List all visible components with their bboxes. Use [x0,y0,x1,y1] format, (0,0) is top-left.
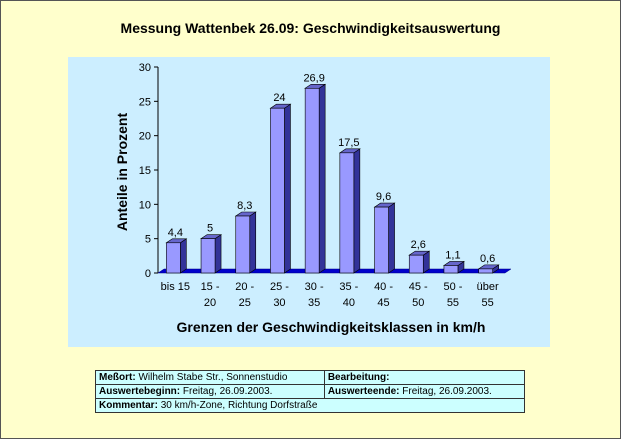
auswertebeginn-cell [96,385,325,399]
y-tick-label: 10 [138,199,151,212]
bearbeitung-cell [324,371,524,385]
x-tick-label: 20 -25 [235,281,255,309]
bar-value-label: 9,6 [375,191,392,204]
chart-title: Messung Wattenbek 26.09: Geschwindigkeitsauswertung [120,20,501,36]
bar-value-label: 5 [206,222,214,235]
x-tick-label: 50 -55 [443,281,463,309]
kommentar-value: 30 km/h-Zone, Richtung Dorfstraße [160,400,318,411]
x-tick-label: 25 -30 [269,281,289,309]
bar [201,239,215,273]
x-tick-label: bis 15 [160,281,191,293]
auswerteende-cell [324,385,524,399]
info-table [95,370,525,413]
bar-side [354,149,360,273]
kommentar-cell [96,399,525,413]
y-tick-label: 20 [138,130,151,143]
bar [236,216,250,273]
bar-value-label: 1,1 [445,249,461,262]
bar [375,207,389,273]
bar-value-label: 8,3 [237,200,253,213]
bar-side [319,84,325,273]
bar-side [284,104,290,273]
y-tick-label: 30 [138,62,151,74]
bearbeitung-label: Bearbeitung: [327,372,390,383]
bar-value-label: 0,6 [480,252,496,265]
bar [305,88,319,273]
messort-cell [96,371,325,385]
y-tick-label: 15 [138,165,151,177]
bar-side [215,235,221,273]
bar-value-label: 26,9 [303,72,325,85]
bar [479,269,493,273]
auswertebeginn-value: Freitag, 26.09.2003. [182,386,273,397]
bar [166,243,180,273]
x-axis-label: Grenzen der Geschwindigkeitsklassen in km/h [176,319,486,335]
bar [444,265,458,273]
bar-value-label: 24 [273,92,286,105]
bar [340,153,354,273]
x-tick-label: 30 -35 [304,281,324,309]
bar-side [250,212,256,273]
bar-value-label: 2,6 [410,239,426,252]
messort-label: Meßort: [99,372,136,383]
auswerteende-label: Auswerteende: [327,386,400,397]
x-tick-label: 45 -50 [408,281,428,309]
messort-value: Wilhelm Stabe Str., Sonnenstudio [138,372,288,383]
x-tick-label: über 55 [476,281,499,309]
bar-value-label: 4,4 [167,226,183,239]
x-tick-label: 35 -40 [339,281,359,309]
x-tick-label: 15 -20 [200,281,220,309]
y-tick-label: 25 [138,96,151,109]
y-tick-label: 0 [144,268,151,280]
y-axis-label: Anteile in Prozent [114,112,130,232]
kommentar-label: Kommentar: [99,400,158,411]
auswerteende-value: Freitag, 26.09.2003. [402,386,492,397]
bar [409,255,423,273]
y-tick-label: 5 [144,233,151,246]
auswertebeginn-label: Auswertebeginn: [99,386,181,397]
bar [270,108,284,273]
bar-side [180,239,186,273]
bar-value-label: 17,5 [338,136,360,149]
bar-side [389,203,395,273]
x-tick-label: 40 -45 [374,281,394,309]
